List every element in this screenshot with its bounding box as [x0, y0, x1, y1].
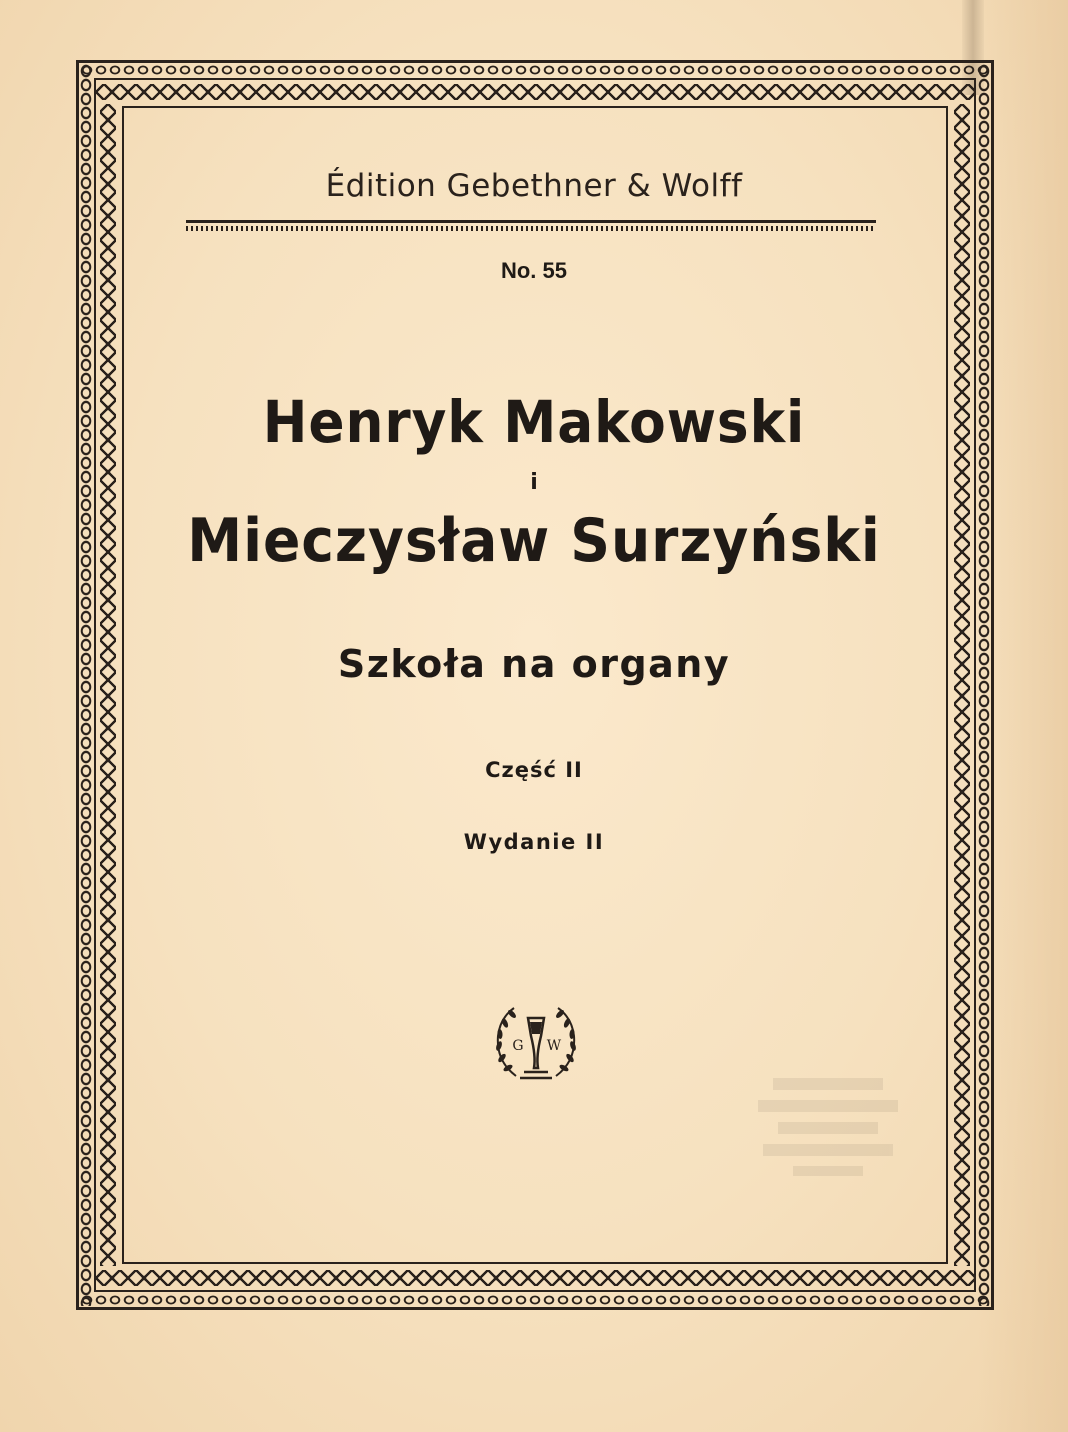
gebethner-wolff-logo-icon [486, 996, 586, 1096]
chain-border-top [80, 64, 990, 76]
chain-border-bottom [80, 1294, 990, 1306]
publisher-rule [186, 220, 876, 232]
catalog-number: No. 55 [500, 258, 568, 283]
faded-stamp [748, 1072, 908, 1182]
publisher-name: Édition Gebethner & Wolff [325, 168, 743, 204]
chain-border-left [80, 64, 92, 1306]
ornament-band-left [96, 104, 120, 1266]
logo-letter-g: G [512, 1038, 524, 1054]
part-label: Część II [485, 758, 583, 782]
edition-label: Wydanie II [463, 830, 605, 854]
ornament-band-top [96, 80, 974, 104]
ornament-band-bottom [96, 1266, 974, 1290]
ornament-band-right [950, 104, 974, 1266]
author-first: Henryk Makowski [262, 388, 806, 456]
logo-letter-w: W [546, 1038, 562, 1054]
author-conjunction: i [530, 470, 538, 495]
author-second: Mieczysław Surzyński [187, 506, 881, 576]
book-title: Szkoła na organy [337, 642, 731, 686]
chain-border-right [978, 64, 990, 1306]
